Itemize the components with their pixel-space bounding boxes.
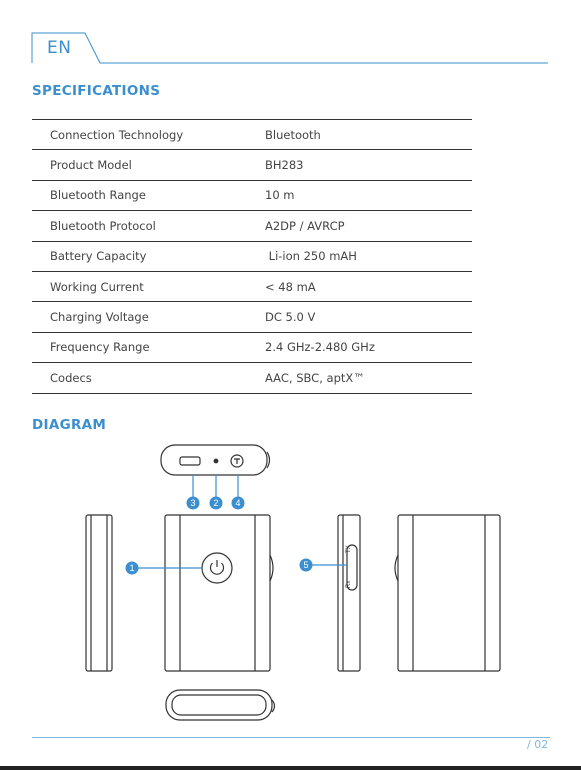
spec-label: Bluetooth Range — [32, 180, 265, 210]
spec-row — [32, 363, 472, 393]
spec-label: Codecs — [32, 363, 265, 393]
spec-value: BH283 — [265, 150, 472, 180]
callout-1: 1 — [129, 563, 135, 573]
device-back-view — [395, 515, 500, 671]
micro-usb-port-icon — [180, 457, 200, 465]
specifications-table — [32, 119, 472, 394]
device-top-view — [161, 445, 270, 475]
device-bottom-view — [166, 690, 275, 720]
device-diagram — [0, 440, 581, 730]
callout-2: 2 — [213, 498, 219, 508]
spec-row — [32, 211, 472, 241]
callout-4: 4 — [235, 498, 241, 508]
footer-divider — [32, 737, 550, 738]
specifications-heading: SPECIFICATIONS — [32, 83, 161, 99]
spec-label: Charging Voltage — [32, 302, 265, 332]
spec-label: Product Model — [32, 150, 265, 180]
page-number: / 02 — [527, 738, 549, 751]
spec-value: 2.4 GHz-2.480 GHz — [265, 332, 472, 362]
spec-value: Li-ion 250 mAH — [265, 241, 472, 271]
spec-value: DC 5.0 V — [265, 302, 472, 332]
spec-label: Frequency Range — [32, 332, 265, 362]
spec-row — [32, 271, 472, 301]
bottom-edge — [0, 766, 581, 770]
diagram-heading: DIAGRAM — [32, 417, 107, 433]
language-tab — [0, 0, 581, 70]
spec-label: Battery Capacity — [32, 241, 265, 271]
language-label: EN — [47, 38, 72, 58]
switch-rx-label: Rx — [346, 580, 352, 588]
power-button-icon — [202, 553, 232, 583]
led-indicator-icon — [214, 459, 218, 463]
spec-value: 10 m — [265, 180, 472, 210]
spec-row — [32, 302, 472, 332]
spec-label: Bluetooth Protocol — [32, 211, 265, 241]
switch-tx-label: TX — [346, 545, 352, 553]
spec-label: Connection Technology — [32, 120, 265, 150]
spec-row — [32, 150, 472, 180]
spec-row — [32, 120, 472, 150]
spec-value: AAC, SBC, aptX™ — [265, 363, 472, 393]
spec-row — [32, 332, 472, 362]
callout-5: 5 — [303, 560, 309, 570]
spec-value: A2DP / AVRCP — [265, 211, 472, 241]
device-left-side-view — [86, 515, 112, 671]
spec-row — [32, 180, 472, 210]
spec-label: Working Current — [32, 271, 265, 301]
spec-value: < 48 mA — [265, 271, 472, 301]
device-front-view — [165, 515, 273, 671]
device-right-side-view — [338, 515, 360, 671]
spec-value: Bluetooth — [265, 120, 472, 150]
callout-3: 3 — [190, 498, 196, 508]
spec-row — [32, 241, 472, 271]
